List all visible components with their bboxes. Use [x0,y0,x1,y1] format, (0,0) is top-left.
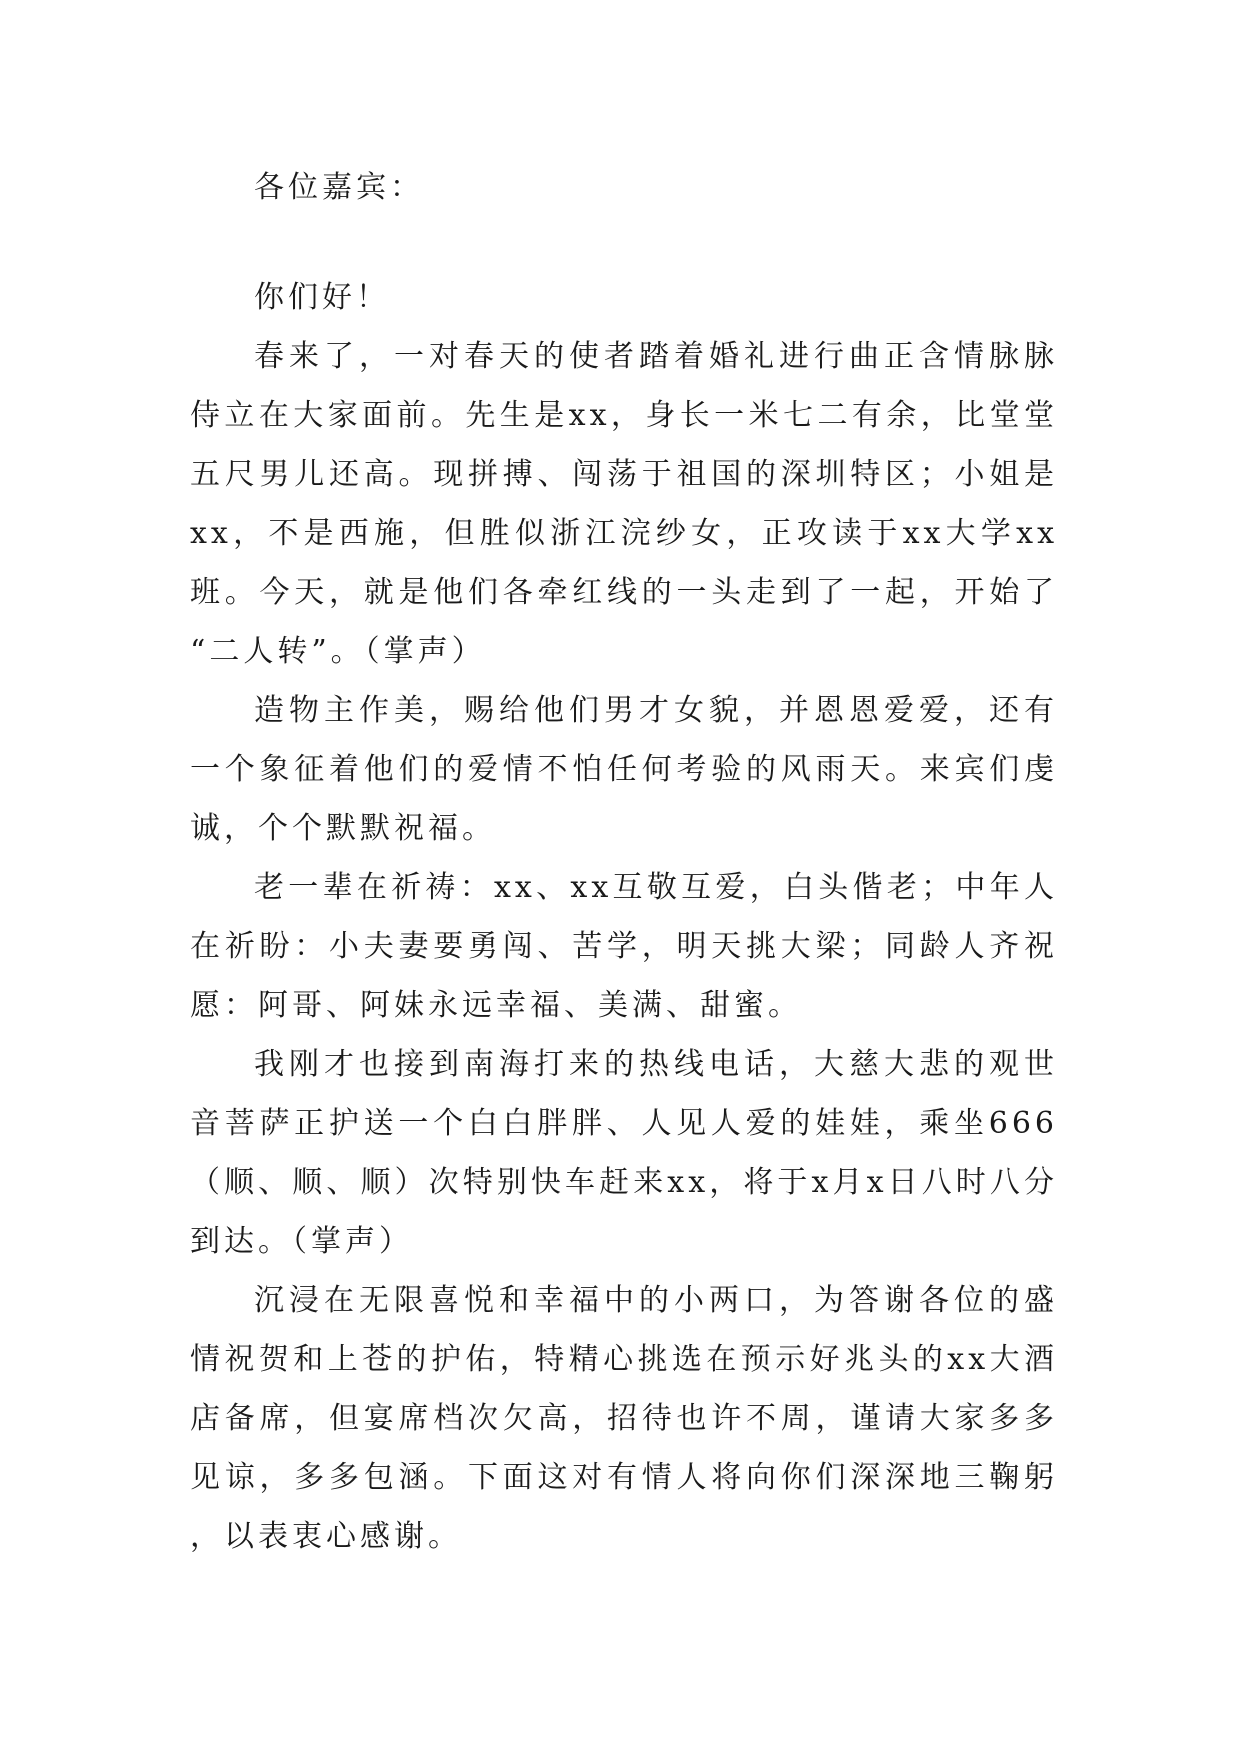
paragraph-creator: 造物主作美，赐给他们男才女貌，并恩恩爱爱，还有一个象征着他们的爱情不怕任何考验的风雨天。来宾们虔诚，个个默默祝福。 [190,693,1058,846]
paragraph-spring: 春来了，一对春天的使者踏着婚礼进行曲正含情脉脉侍立在大家面前。先生是xx，身长一米七二有余，比堂堂五尺男儿还高。现拼搏、闯荡于祖国的深圳特区；小姐是xx，不是西施，但胜似浙江浣纱女，正攻读于xx大学xx班。今天，就是他们各牵红线的一头走到了一起，开始了“二人转”。（掌声） [190,339,1058,669]
speech-text [190,158,1058,1566]
greeting-line: 各位嘉宾： [254,170,424,205]
paragraph-thanks: 沉浸在无限喜悦和幸福中的小两口，为答谢各位的盛情祝贺和上苍的护佑，特精心挑选在预示好兆头的xx大酒店备席，但宴席档次欠高，招待也许不周，谨请大家多多见谅，多多包涵。下面这对有情人将向你们深深地三鞠躬，以表衷心感谢。 [190,1283,1058,1554]
paragraph-blessings: 老一辈在祈祷：xx、xx互敬互爱，白头偕老；中年人在祈盼：小夫妻要勇闯、苦学，明天挑大梁；同龄人齐祝愿：阿哥、阿妹永远幸福、美满、甜蜜。 [190,870,1058,1023]
paragraph-hello: 你们好！ [254,280,390,315]
paragraph-hotline: 我刚才也接到南海打来的热线电话，大慈大悲的观世音菩萨正护送一个白白胖胖、人见人爱的娃娃，乘坐666（顺、顺、顺）次特别快车赶来xx，将于x月x日八时八分到达。（掌声） [190,1047,1058,1259]
